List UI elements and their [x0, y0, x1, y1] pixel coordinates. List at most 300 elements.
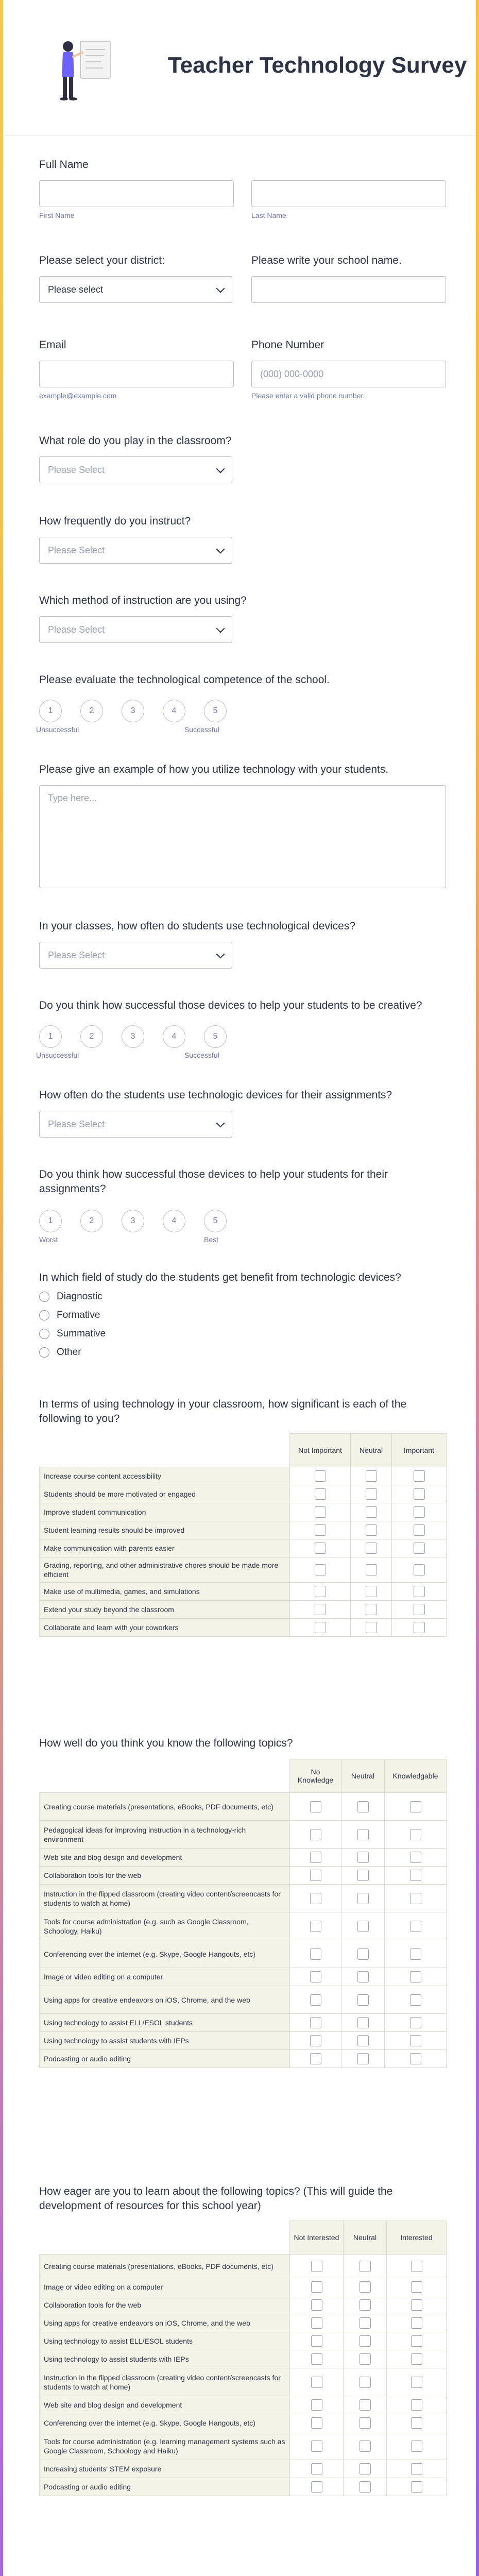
radio-circle[interactable] — [39, 1329, 49, 1339]
matrix-checkbox[interactable] — [366, 1564, 377, 1575]
matrix-checkbox[interactable] — [411, 2317, 422, 2329]
assign-success-label: Do you think how successful those devices to help your students for their assignments? — [39, 1168, 388, 1195]
scale-option-2[interactable]: 2 — [80, 1210, 103, 1232]
matrix-checkbox[interactable] — [366, 1506, 377, 1518]
matrix-checkbox[interactable] — [410, 1948, 421, 1960]
role-select[interactable] — [39, 456, 232, 483]
matrix-checkbox[interactable] — [311, 2261, 322, 2272]
matrix-checkbox[interactable] — [360, 2317, 371, 2329]
competence-label: Please evaluate the technological competence of the school. — [39, 674, 330, 686]
matrix-row-label: Image or video editing on a computer — [40, 2278, 290, 2296]
matrix-checkbox[interactable] — [311, 2299, 322, 2311]
matrix-row — [40, 2396, 447, 2414]
matrix-cell — [392, 1503, 447, 1521]
matrix-cell — [385, 2050, 447, 2068]
frequency-section — [39, 515, 446, 564]
matrix-significance-section — [39, 1397, 446, 1637]
matrix-row-label: Collaboration tools for the web — [40, 1867, 290, 1885]
matrix-interest-section — [39, 2184, 446, 2496]
matrix-checkbox[interactable] — [315, 1586, 326, 1597]
matrix-cell — [290, 1885, 341, 1912]
matrix-row-label: Conferencing over the internet (e.g. Skype, Google Hangouts, etc) — [40, 1940, 290, 1968]
matrix-row — [40, 1601, 447, 1619]
matrix-row — [40, 1885, 447, 1912]
matrix-row — [40, 1521, 447, 1539]
matrix-row — [40, 1557, 447, 1583]
first-name-input[interactable] — [39, 180, 234, 207]
matrix-checkbox[interactable] — [311, 2399, 322, 2411]
radio-option-summative[interactable] — [39, 1328, 446, 1340]
matrix-cell — [290, 1912, 341, 1940]
matrix-checkbox[interactable] — [315, 1564, 326, 1575]
matrix-checkbox[interactable] — [310, 2017, 321, 2028]
matrix-cell — [387, 2332, 447, 2350]
matrix-checkbox[interactable] — [315, 1524, 326, 1536]
matrix-checkbox[interactable] — [360, 2261, 371, 2272]
matrix-cell — [385, 1968, 447, 1986]
matrix-checkbox[interactable] — [411, 2281, 422, 2293]
matrix-row — [40, 2478, 447, 2496]
matrix-knowledge-section — [39, 1737, 446, 2068]
matrix-checkbox[interactable] — [360, 2463, 371, 2475]
matrix-row — [40, 2414, 447, 2432]
radio-option-diagnostic[interactable] — [39, 1291, 446, 1302]
matrix-checkbox[interactable] — [310, 1921, 321, 1932]
matrix-cell — [344, 2350, 387, 2368]
matrix-row — [40, 2255, 447, 2278]
matrix-cell — [392, 1583, 447, 1601]
matrix-checkbox[interactable] — [360, 2377, 371, 2388]
matrix-cell — [341, 1867, 385, 1885]
creative-scale — [39, 1025, 446, 1048]
matrix-cell — [387, 2368, 447, 2396]
radio-option-other[interactable] — [39, 1347, 446, 1358]
matrix-checkbox[interactable] — [357, 2053, 369, 2064]
matrix-checkbox[interactable] — [366, 1543, 377, 1554]
scale-option-3[interactable]: 3 — [122, 700, 144, 722]
matrix-checkbox[interactable] — [357, 1870, 369, 1881]
matrix-cell — [290, 1485, 351, 1503]
radio-circle[interactable] — [39, 1310, 49, 1320]
matrix-row-label: Using technology to assist students with IEPs — [40, 2032, 290, 2050]
matrix-checkbox[interactable] — [410, 1971, 421, 1982]
matrix-checkbox[interactable] — [410, 2053, 421, 2064]
matrix-checkbox[interactable] — [411, 2399, 422, 2411]
phone-input[interactable] — [251, 361, 446, 387]
chevron-down-icon — [216, 624, 225, 633]
full-name-label: Full Name — [39, 159, 89, 171]
matrix-checkbox[interactable] — [311, 2281, 322, 2293]
matrix-checkbox[interactable] — [311, 2377, 322, 2388]
matrix-cell — [392, 1601, 447, 1619]
phone-sublabel: Please enter a valid phone number. — [251, 392, 365, 400]
matrix-checkbox[interactable] — [360, 2281, 371, 2293]
chevron-down-icon — [216, 284, 225, 293]
matrix-checkbox[interactable] — [310, 2035, 321, 2046]
matrix-row-label: Students should be more motivated or engaged — [40, 1485, 290, 1503]
form-card — [3, 0, 476, 2576]
matrix-checkbox[interactable] — [411, 2299, 422, 2311]
matrix-cell — [341, 2050, 385, 2068]
matrix-column-header: Neutral — [344, 2221, 387, 2255]
matrix-cell — [392, 1619, 447, 1637]
email-sublabel: example@example.com — [39, 392, 117, 400]
matrix-cell — [392, 1557, 447, 1583]
chevron-down-icon — [216, 545, 225, 553]
matrix-checkbox[interactable] — [411, 2417, 422, 2429]
matrix-checkbox[interactable] — [366, 1524, 377, 1536]
assignments-label: How often do the students use technologic devices for their assignments? — [39, 1089, 392, 1101]
matrix-row-label: Using technology to assist students with IEPs — [40, 2350, 290, 2368]
matrix-checkbox[interactable] — [411, 2441, 422, 2452]
matrix-cell — [290, 1940, 341, 1968]
matrix-row — [40, 1821, 447, 1849]
matrix-cell — [385, 1867, 447, 1885]
matrix-checkbox[interactable] — [310, 1870, 321, 1881]
matrix-row-label: Using technology to assist ELL/ESOL students — [40, 2014, 290, 2032]
matrix-checkbox[interactable] — [414, 1524, 425, 1536]
matrix-row — [40, 1619, 447, 1637]
first-name-sublabel: First Name — [39, 211, 75, 219]
matrix-checkbox[interactable] — [410, 1893, 421, 1904]
matrix-cell — [392, 1467, 447, 1485]
matrix-checkbox[interactable] — [414, 1506, 425, 1518]
matrix-cell — [392, 1521, 447, 1539]
matrix-checkbox[interactable] — [366, 1622, 377, 1633]
matrix-cell — [290, 1619, 351, 1637]
matrix-cell — [351, 1485, 392, 1503]
matrix-row — [40, 2014, 447, 2032]
matrix-checkbox[interactable] — [414, 1564, 425, 1575]
matrix-checkbox[interactable] — [311, 2463, 322, 2475]
matrix-cell — [385, 1940, 447, 1968]
matrix-checkbox[interactable] — [357, 2017, 369, 2028]
scale-option-4[interactable]: 4 — [163, 700, 185, 722]
matrix-checkbox[interactable] — [310, 1852, 321, 1863]
matrix-checkbox[interactable] — [357, 1994, 369, 2006]
matrix-column-header: Not Interested — [290, 2221, 344, 2255]
matrix-checkbox[interactable] — [414, 1604, 425, 1615]
example-section — [39, 764, 446, 888]
matrix-checkbox[interactable] — [414, 1543, 425, 1554]
matrix-cell — [290, 2350, 344, 2368]
matrix-row — [40, 1940, 447, 1968]
school-name-input[interactable] — [251, 276, 446, 303]
matrix-cell — [387, 2296, 447, 2314]
matrix-row — [40, 2332, 447, 2350]
matrix-cell — [290, 2014, 341, 2032]
matrix-cell — [290, 2332, 344, 2350]
matrix-column-header: Important — [392, 1434, 447, 1467]
matrix-checkbox[interactable] — [360, 2335, 371, 2347]
matrix-cell — [387, 2350, 447, 2368]
scale-option-5[interactable]: 5 — [204, 1025, 227, 1048]
matrix-cell — [290, 1793, 341, 1821]
method-select[interactable] — [39, 616, 232, 643]
matrix-cell — [344, 2255, 387, 2278]
matrix-cell — [290, 2314, 344, 2332]
matrix-row — [40, 1485, 447, 1503]
assignments-select[interactable] — [39, 1111, 232, 1138]
matrix-row-label: Collaborate and learn with your coworkers — [40, 1619, 290, 1637]
matrix-checkbox[interactable] — [366, 1604, 377, 1615]
matrix-cell — [387, 2478, 447, 2496]
matrix-cell — [341, 1912, 385, 1940]
scale-low-label: Worst — [39, 1235, 58, 1244]
matrix-checkbox[interactable] — [357, 1893, 369, 1904]
scale-low-label: Unsuccessful — [36, 725, 79, 734]
matrix-row-label: Creating course materials (presentations, eBooks, PDF documents, etc) — [40, 2255, 290, 2278]
matrix-cell — [387, 2432, 447, 2460]
scale-option-5[interactable]: 5 — [204, 1210, 227, 1232]
matrix-checkbox[interactable] — [357, 1971, 369, 1982]
matrix-row — [40, 1968, 447, 1986]
matrix-checkbox[interactable] — [311, 2441, 322, 2452]
matrix-cell — [387, 2278, 447, 2296]
matrix-checkbox[interactable] — [414, 1488, 425, 1500]
matrix-interest-table — [39, 2221, 447, 2496]
matrix-column-header: Not Important — [290, 1434, 351, 1467]
matrix-checkbox[interactable] — [315, 1470, 326, 1482]
competence-scale — [39, 700, 446, 722]
matrix-checkbox[interactable] — [366, 1470, 377, 1482]
matrix-checkbox[interactable] — [315, 1622, 326, 1633]
matrix-checkbox[interactable] — [357, 1921, 369, 1932]
matrix-checkbox[interactable] — [357, 2035, 369, 2046]
matrix-checkbox[interactable] — [310, 1829, 321, 1840]
matrix-checkbox[interactable] — [357, 1948, 369, 1960]
matrix-checkbox[interactable] — [360, 2441, 371, 2452]
devices-label: In your classes, how often do students use technological devices? — [39, 920, 356, 932]
radio-label: Diagnostic — [57, 1291, 102, 1302]
matrix-checkbox[interactable] — [366, 1488, 377, 1500]
form-title: Teacher Technology Survey — [168, 53, 467, 78]
scale-option-3[interactable]: 3 — [122, 1210, 144, 1232]
matrix-cell — [290, 2478, 344, 2496]
matrix-cell — [344, 2414, 387, 2432]
example-placeholder: Type here... — [48, 793, 97, 803]
teacher-illustration — [43, 32, 121, 109]
matrix-checkbox[interactable] — [410, 2035, 421, 2046]
matrix-checkbox[interactable] — [315, 1543, 326, 1554]
matrix-row-label: Improve student communication — [40, 1503, 290, 1521]
chevron-down-icon — [216, 950, 225, 958]
frequency-select[interactable] — [39, 537, 232, 564]
radio-option-formative[interactable] — [39, 1310, 446, 1321]
matrix-checkbox[interactable] — [411, 2261, 422, 2272]
devices-select-value: Please Select — [48, 950, 105, 960]
matrix-cell — [387, 2255, 447, 2278]
matrix-cell — [344, 2278, 387, 2296]
chevron-down-icon — [216, 464, 225, 473]
matrix-cell — [341, 1849, 385, 1867]
matrix-checkbox[interactable] — [310, 1893, 321, 1904]
matrix-checkbox[interactable] — [414, 1586, 425, 1597]
matrix-row — [40, 1912, 447, 1940]
matrix-row-label: Student learning results should be improved — [40, 1521, 290, 1539]
matrix-checkbox[interactable] — [311, 2317, 322, 2329]
matrix-cell — [290, 1503, 351, 1521]
scale-option-5[interactable]: 5 — [204, 700, 227, 722]
matrix-cell — [290, 2255, 344, 2278]
matrix-corner — [40, 2221, 290, 2255]
matrix-cell — [387, 2314, 447, 2332]
matrix-checkbox[interactable] — [366, 1586, 377, 1597]
matrix-significance-label: In terms of using technology in your classroom, how significant is each of the following to you? — [39, 1398, 407, 1425]
role-section — [39, 435, 446, 483]
matrix-checkbox[interactable] — [311, 2335, 322, 2347]
matrix-cell — [290, 2278, 344, 2296]
matrix-checkbox[interactable] — [360, 2481, 371, 2493]
matrix-cell — [290, 1849, 341, 1867]
matrix-row — [40, 2432, 447, 2460]
radio-circle[interactable] — [39, 1292, 49, 1302]
matrix-row-label: Make communication with parents easier — [40, 1539, 290, 1557]
matrix-cell — [385, 1849, 447, 1867]
matrix-checkbox[interactable] — [310, 1971, 321, 1982]
matrix-checkbox[interactable] — [315, 1604, 326, 1615]
matrix-cell — [341, 2032, 385, 2050]
matrix-row — [40, 2314, 447, 2332]
scale-option-2[interactable]: 2 — [80, 1025, 103, 1048]
matrix-checkbox[interactable] — [360, 2299, 371, 2311]
method-select-value: Please Select — [48, 624, 105, 635]
matrix-checkbox[interactable] — [414, 1470, 425, 1482]
matrix-row-label: Collaboration tools for the web — [40, 2296, 290, 2314]
matrix-row — [40, 1849, 447, 1867]
matrix-checkbox[interactable] — [410, 1994, 421, 2006]
matrix-cell — [351, 1503, 392, 1521]
phone-label: Phone Number — [251, 339, 324, 351]
matrix-row-label: Increase course content accessibility — [40, 1467, 290, 1485]
matrix-cell — [351, 1557, 392, 1583]
example-textarea[interactable] — [39, 785, 446, 888]
matrix-checkbox[interactable] — [360, 2399, 371, 2411]
matrix-checkbox[interactable] — [411, 2481, 422, 2493]
scale-option-4[interactable]: 4 — [163, 1025, 185, 1048]
matrix-cell — [290, 2050, 341, 2068]
matrix-cell — [290, 1467, 351, 1485]
matrix-checkbox[interactable] — [410, 1852, 421, 1863]
email-label: Email — [39, 339, 66, 351]
email-input[interactable] — [39, 361, 234, 387]
district-select[interactable] — [39, 276, 232, 303]
matrix-cell — [290, 1539, 351, 1557]
matrix-checkbox[interactable] — [310, 1948, 321, 1960]
matrix-checkbox[interactable] — [411, 2353, 422, 2365]
matrix-cell — [351, 1619, 392, 1637]
matrix-checkbox[interactable] — [310, 2053, 321, 2064]
devices-section — [39, 920, 446, 969]
matrix-cell — [351, 1601, 392, 1619]
matrix-checkbox[interactable] — [357, 1829, 369, 1840]
matrix-checkbox[interactable] — [360, 2353, 371, 2365]
last-name-input[interactable] — [251, 180, 446, 207]
matrix-checkbox[interactable] — [360, 2417, 371, 2429]
matrix-row — [40, 2460, 447, 2478]
scale-option-3[interactable]: 3 — [122, 1025, 144, 1048]
assignments-select-value: Please Select — [48, 1118, 105, 1129]
scale-option-4[interactable]: 4 — [163, 1210, 185, 1232]
matrix-checkbox[interactable] — [310, 1801, 321, 1812]
matrix-column-header: Interested — [387, 2221, 447, 2255]
matrix-column-header: Knowledgable — [385, 1759, 447, 1793]
matrix-checkbox[interactable] — [411, 2463, 422, 2475]
matrix-cell — [341, 1986, 385, 2014]
matrix-row-label: Grading, reporting, and other administrative chores should be made more efficient — [40, 1557, 290, 1583]
matrix-cell — [290, 2396, 344, 2414]
form-header — [3, 0, 476, 135]
matrix-cell — [290, 1821, 341, 1849]
matrix-checkbox[interactable] — [357, 1801, 369, 1812]
matrix-checkbox[interactable] — [410, 1870, 421, 1881]
matrix-checkbox[interactable] — [411, 2377, 422, 2388]
matrix-row — [40, 2368, 447, 2396]
scale-option-1[interactable]: 1 — [39, 1210, 62, 1232]
matrix-checkbox[interactable] — [315, 1488, 326, 1500]
matrix-row-label: Using apps for creative endeavors on iOS, Chrome, and the web — [40, 2314, 290, 2332]
matrix-row-label: Make use of multimedia, games, and simulations — [40, 1583, 290, 1601]
matrix-cell — [290, 1867, 341, 1885]
matrix-cell — [290, 2032, 341, 2050]
field-label: In which field of study do the students get benefit from technologic devices? — [39, 1272, 401, 1283]
scale-option-1[interactable]: 1 — [39, 700, 62, 722]
frequency-select-value: Please Select — [48, 545, 105, 555]
matrix-row-label: Podcasting or audio editing — [40, 2478, 290, 2496]
matrix-checkbox[interactable] — [411, 2335, 422, 2347]
matrix-checkbox[interactable] — [410, 2017, 421, 2028]
matrix-cell — [290, 2414, 344, 2432]
matrix-checkbox[interactable] — [310, 1994, 321, 2006]
matrix-cell — [385, 2014, 447, 2032]
matrix-column-header: No Knowledge — [290, 1759, 341, 1793]
matrix-cell — [290, 1968, 341, 1986]
matrix-cell — [341, 1968, 385, 1986]
matrix-cell — [351, 1583, 392, 1601]
matrix-row-label: Podcasting or audio editing — [40, 2050, 290, 2068]
matrix-checkbox[interactable] — [311, 2353, 322, 2365]
scale-option-1[interactable]: 1 — [39, 1025, 62, 1048]
matrix-checkbox[interactable] — [315, 1506, 326, 1518]
matrix-checkbox[interactable] — [357, 1852, 369, 1863]
matrix-checkbox[interactable] — [414, 1622, 425, 1633]
matrix-cell — [344, 2296, 387, 2314]
matrix-cell — [392, 1539, 447, 1557]
matrix-cell — [351, 1521, 392, 1539]
scale-high-label: Best — [204, 1235, 219, 1244]
matrix-cell — [344, 2460, 387, 2478]
matrix-column-header: Neutral — [351, 1434, 392, 1467]
matrix-row — [40, 1793, 447, 1821]
matrix-checkbox[interactable] — [311, 2417, 322, 2429]
matrix-checkbox[interactable] — [410, 1921, 421, 1932]
matrix-checkbox[interactable] — [311, 2481, 322, 2493]
matrix-cell — [344, 2432, 387, 2460]
matrix-row — [40, 1467, 447, 1485]
matrix-checkbox[interactable] — [410, 1829, 421, 1840]
matrix-cell — [344, 2396, 387, 2414]
matrix-cell — [385, 1885, 447, 1912]
matrix-row — [40, 2350, 447, 2368]
radio-circle[interactable] — [39, 1347, 49, 1358]
scale-option-2[interactable]: 2 — [80, 700, 103, 722]
matrix-checkbox[interactable] — [410, 1801, 421, 1812]
field-section — [39, 1272, 446, 1358]
creative-label: Do you think how successful those devices to help your students to be creative? — [39, 999, 422, 1011]
matrix-cell — [385, 1986, 447, 2014]
devices-select[interactable] — [39, 942, 232, 969]
matrix-cell — [290, 2460, 344, 2478]
